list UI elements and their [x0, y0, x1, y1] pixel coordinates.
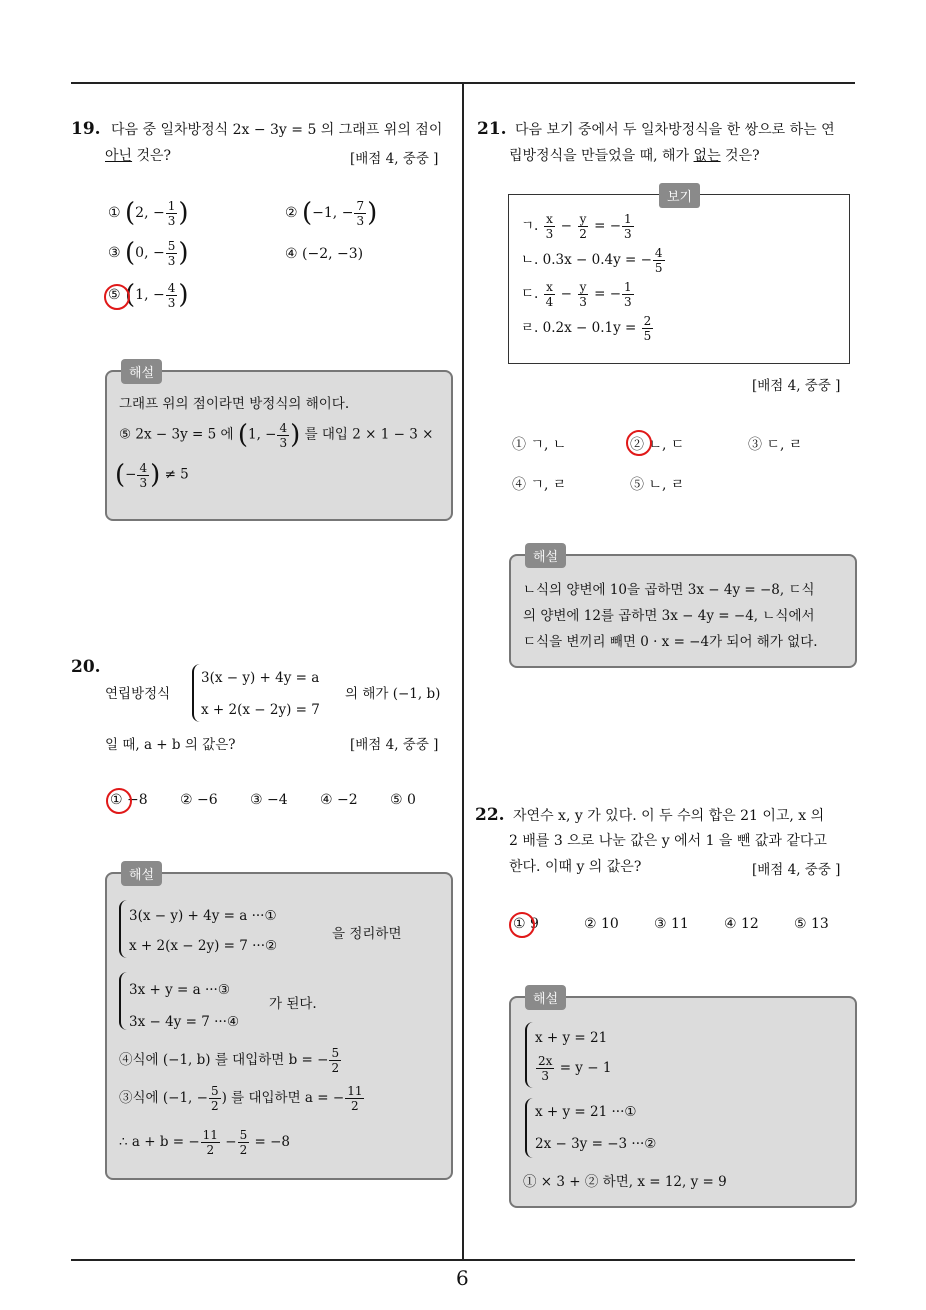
underlined-word: 없는	[693, 148, 721, 164]
option-1[interactable]: ① (2, − $\frac{1}{3}$ )	[108, 198, 189, 228]
option-5[interactable]: ⑤ (1, − $\frac{4}{3}$ )	[108, 280, 189, 310]
system-brace	[525, 1022, 533, 1088]
question-number: 21.	[477, 119, 507, 139]
score-label: [배점 4, 중중 ]	[350, 151, 439, 167]
solution-tab: 해설	[121, 359, 162, 384]
answer-circle-mark	[509, 912, 535, 938]
example-item: ㄷ. $\frac{x}{4}$ − $\frac{y}{3}$ = − $\frac{1}{3}$	[521, 280, 632, 309]
solution-tab: 해설	[525, 985, 566, 1010]
equation: $\frac{2x}{3}$ = y − 1	[538, 1054, 612, 1083]
system-brace	[119, 972, 127, 1030]
question-19-line2	[105, 143, 171, 169]
example-item: ㄱ. $\frac{x}{3}$ − $\frac{y}{2}$ = − $\frac{1}{3}$	[521, 212, 632, 241]
question-text: 자연수 x, y 가 있다. 이 두 수의 합은 21 이고, x 의	[513, 808, 825, 824]
column-divider	[462, 82, 464, 1260]
solution-box-22	[509, 992, 857, 1208]
question-number: 19.	[71, 119, 101, 139]
option-2[interactable]: ② 10	[584, 916, 619, 932]
equation: 3(x − y) + 4y = a ···①	[129, 908, 277, 924]
option-2[interactable]: ② ㄴ, ㄷ	[630, 437, 685, 453]
solution-line: ㄴ식의 양변에 10을 곱하면 3x − 4y = −8, ㄷ식	[523, 582, 815, 598]
score-label: [배점 4, 중중 ]	[752, 862, 841, 878]
question-21	[477, 116, 862, 143]
solution-line: ① × 3 + ② 하면, x = 12, y = 9	[523, 1174, 727, 1190]
question-text: 연립방정식	[105, 686, 171, 702]
equation: x + 2(x − 2y) = 7 ···②	[129, 938, 278, 954]
question-text: 것은?	[132, 148, 172, 164]
solution-line: (− $\frac{4}{3}$ ) ≠ 5	[115, 460, 189, 490]
option-1[interactable]: ① 9	[513, 916, 539, 932]
solution-box-21	[509, 550, 857, 668]
option-1[interactable]: ① −8	[110, 792, 148, 808]
question-text: 의 해가 (−1, b)	[345, 686, 441, 702]
equation: x + y = 21	[535, 1030, 608, 1046]
option-3[interactable]: ③ ㄷ, ㄹ	[748, 437, 803, 453]
solution-line: ⑤ 2x − 3y = 5 에 (1, − $\frac{4}{3}$ ) 를 대입 2 × 1 − 3 ×	[119, 420, 434, 450]
bottom-rule	[71, 1259, 855, 1261]
example-item: ㄹ. 0.2x − 0.1y = $\frac{2}{5}$	[521, 314, 652, 343]
option-5[interactable]: ⑤ 0	[390, 792, 416, 808]
question-text: 다음 보기 중에서 두 일차방정식을 한 쌍으로 하는 연	[515, 122, 835, 138]
solution-line: ∴ a + b = − $\frac{11}{2}$ − $\frac{5}{2}$ = −8	[119, 1128, 291, 1157]
score-label: [배점 4, 중중 ]	[752, 378, 841, 394]
equation: 3x − 4y = 7 ···④	[129, 1014, 240, 1030]
system-brace	[119, 900, 127, 958]
solution-tab: 해설	[121, 861, 162, 886]
equation: 3(x − y) + 4y = a	[201, 670, 320, 686]
solution-line: 의 양변에 12를 곱하면 3x − 4y = −4, ㄴ식에서	[523, 608, 815, 624]
example-item: ㄴ. 0.3x − 0.4y = − $\frac{4}{5}$	[521, 246, 663, 275]
option-4[interactable]: ④ (−2, −3)	[285, 246, 364, 262]
solution-line: 그래프 위의 점이라면 방정식의 해이다.	[119, 396, 350, 412]
question-number: 22.	[475, 805, 505, 825]
option-1[interactable]: ① ㄱ, ㄴ	[512, 437, 567, 453]
system-brace	[525, 1098, 533, 1158]
equation: 2x − 3y = −3 ···②	[535, 1136, 657, 1152]
option-3[interactable]: ③ −4	[250, 792, 288, 808]
underlined-word: 아닌	[105, 148, 133, 164]
question-19	[71, 116, 456, 143]
option-4[interactable]: ④ −2	[320, 792, 358, 808]
question-number: 20.	[71, 657, 101, 677]
solution-line: 가 된다.	[269, 996, 317, 1012]
equation: 3x + y = a ···③	[129, 982, 230, 998]
answer-circle-mark	[626, 430, 652, 456]
solution-line: ④식에 (−1, b) 를 대입하면 b = − $\frac{5}{2}$	[119, 1046, 340, 1075]
equation: x + 2(x − 2y) = 7	[201, 702, 320, 718]
option-4[interactable]: ④ ㄱ, ㄹ	[512, 477, 567, 493]
question-22	[475, 802, 860, 829]
option-2[interactable]: ② −6	[180, 792, 218, 808]
solution-line: ③식에 (−1, − $\frac{5}{2}$ ) 를 대입하면 a = − $\frac{11}{2}$	[119, 1084, 363, 1113]
option-2[interactable]: ② (−1, − $\frac{7}{3}$ )	[285, 198, 378, 228]
solution-box-20	[105, 868, 453, 1180]
solution-line: ㄷ식을 변끼리 빼면 0 · x = −4가 되어 해가 없다.	[523, 634, 818, 650]
solution-tab: 해설	[525, 543, 566, 568]
option-3[interactable]: ③ 11	[654, 916, 689, 932]
question-text: 다음 중 일차방정식 2x − 3y = 5 의 그래프 위의 점이	[111, 122, 443, 138]
page-number: 6	[456, 1266, 469, 1290]
option-3[interactable]: ③ (0, − $\frac{5}{3}$ )	[108, 238, 189, 268]
example-box-tab: 보기	[659, 183, 700, 208]
score-label: [배점 4, 중중 ]	[350, 737, 439, 753]
option-4[interactable]: ④ 12	[724, 916, 759, 932]
solution-box-19	[105, 366, 453, 521]
solution-line: 을 정리하면	[332, 926, 402, 942]
answer-circle-mark	[106, 788, 132, 814]
system-brace	[192, 664, 200, 722]
question-text: 2 배를 3 으로 나눈 값은 y 에서 1 을 뺀 값과 같다고	[509, 833, 827, 849]
equation: x + y = 21 ···①	[535, 1104, 637, 1120]
option-5[interactable]: ⑤ 13	[794, 916, 829, 932]
option-5[interactable]: ⑤ ㄴ, ㄹ	[630, 477, 685, 493]
answer-circle-mark	[104, 284, 130, 310]
question-text: 한다. 이때 y 의 값은?	[509, 859, 642, 875]
question-text: 일 때, a + b 의 값은?	[105, 737, 236, 753]
question-21-line2: 립방정식을 만들었을 때, 해가 없는 것은?	[509, 148, 760, 164]
